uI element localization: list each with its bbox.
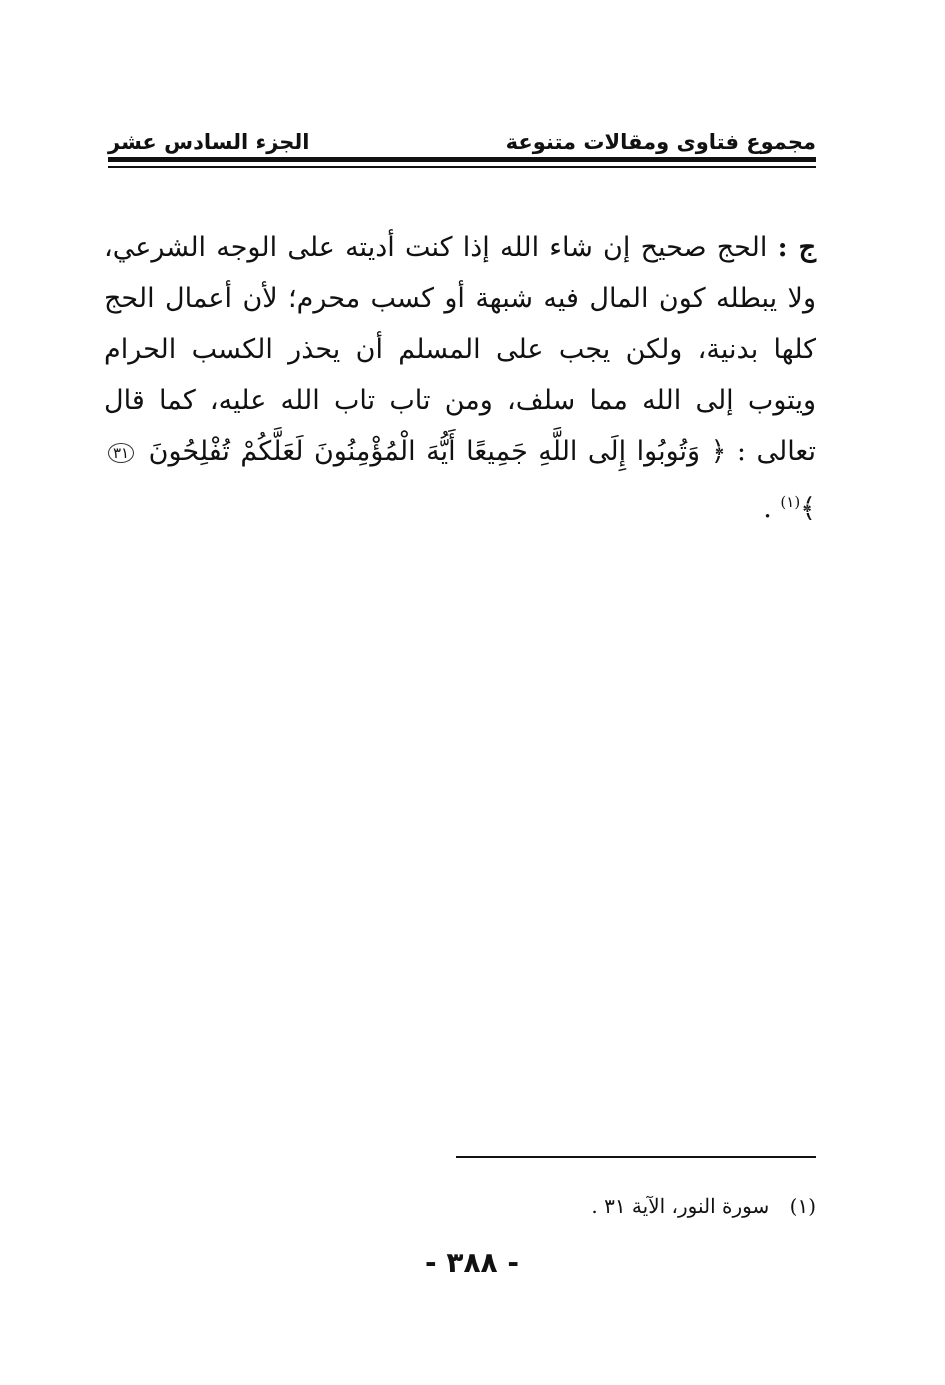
footnote bbox=[460, 1194, 816, 1218]
quran-close-bracket: ﴾ bbox=[800, 493, 816, 524]
header-rule-thick bbox=[108, 157, 816, 162]
quran-open-bracket: ﴿ bbox=[710, 436, 727, 467]
book-title: مجموع فتاوى ومقالات متنوعة bbox=[505, 130, 816, 154]
footnote-rule bbox=[456, 1156, 816, 1158]
header-rule-thin bbox=[108, 166, 816, 168]
quran-verse: وَتُوبُوا إِلَى اللَّهِ جَمِيعًا أَيُّهَ الْمُؤْمِنُونَ لَعَلَّكُمْ تُفْلِحُونَ bbox=[148, 436, 701, 467]
footnote-reference: (١) bbox=[780, 493, 801, 511]
footnote-mark: (١) bbox=[789, 1194, 816, 1218]
footnote-text: سورة النور، الآية ٣١ . bbox=[591, 1194, 770, 1218]
verse-number-marker: ٣١ bbox=[108, 443, 134, 463]
answer-paragraph bbox=[104, 222, 816, 534]
page-header bbox=[108, 120, 816, 154]
end-punctuation: . bbox=[763, 493, 772, 524]
page-number: - ٣٨٨ - bbox=[424, 1246, 520, 1279]
answer-body bbox=[104, 222, 816, 534]
answer-text: الحج صحيح إن شاء الله إذا كنت أديته على الوجه الشرعي، ولا يبطله كون المال فيه شبهة أو كسب محرم؛ لأن أعمال الحج كلها بدنية، ولكن يجب على المسلم أن يحذر الكسب الحرام ويتوب إلى الله مما سلف، ومن تاب تاب الله عليه، كما قال تعالى : bbox=[104, 232, 816, 467]
answer-marker: ج : bbox=[777, 232, 816, 263]
volume-label: الجزء السادس عشر bbox=[108, 130, 310, 154]
